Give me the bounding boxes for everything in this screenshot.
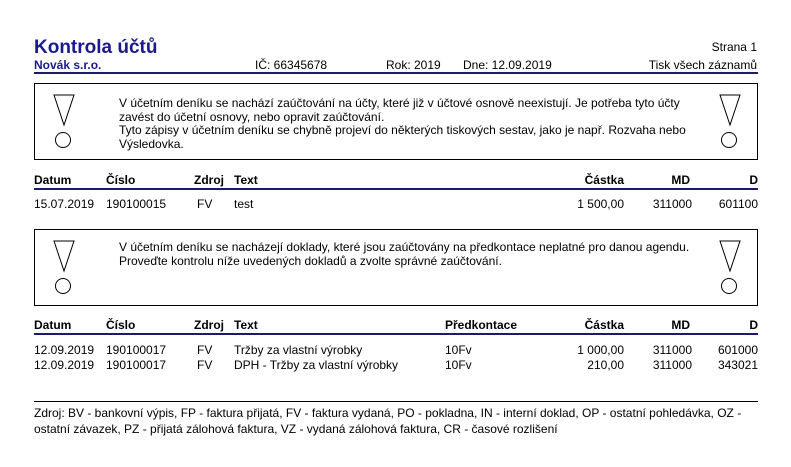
cell-datum: 12.09.2019 [34, 358, 95, 372]
cell-md: 311000 [652, 343, 692, 357]
col-zdroj: Zdroj [194, 173, 224, 187]
warning-line: zavést do účetní osnovy, nebo opravit zaúčtování. [119, 109, 385, 124]
legend-line: Zdroj: BV - bankovní výpis, FP - faktura přijatá, FV - faktura vydaná, PO - pokladna, IN - interní doklad, OP - ostatní pohledávka, OZ - [34, 406, 742, 420]
warning-box-1 [34, 83, 758, 160]
table-header-rule [34, 333, 758, 335]
cell-datum: 15.07.2019 [34, 197, 95, 211]
page-number: Strana 1 [711, 40, 757, 54]
cell-datum: 12.09.2019 [34, 343, 95, 357]
col-datum: Datum [34, 173, 72, 187]
cell-zdroj: FV [197, 197, 213, 211]
company-ic: IČ: 66345678 [255, 58, 328, 72]
cell-text: DPH - Tržby za vlastní výrobky [234, 358, 399, 372]
warning-triangle-icon [53, 240, 75, 272]
col-text: Text [234, 173, 258, 187]
col-text: Text [234, 318, 258, 332]
col-castka: Částka [584, 318, 624, 332]
cell-text: Tržby za vlastní výrobky [234, 343, 363, 357]
warning-text-1 [119, 97, 686, 151]
warning-triangle-icon [53, 94, 75, 126]
col-d: D [749, 318, 758, 332]
warning-line: Výsledovka. [119, 136, 184, 151]
col-d: D [749, 173, 758, 187]
cell-castka: 1 500,00 [577, 197, 624, 211]
cell-text: test [234, 197, 254, 211]
report-year: Rok: 2019 [386, 58, 441, 72]
warning-line: V účetním deníku se nacházejí doklady, které jsou zaúčtovány na předkontace neplatné pro danou agendu. [119, 240, 690, 254]
print-mode: Tisk všech záznamů [648, 58, 757, 72]
cell-d: 601100 [718, 197, 758, 211]
warning-line: V účetním deníku se nachází zaúčtování na účty, které již v účtové osnově neexistují. Je potřeba tyto účty [119, 96, 680, 110]
col-predkontace: Předkontace [445, 318, 518, 332]
warning-circle-icon [55, 278, 71, 294]
col-md: MD [671, 318, 690, 332]
header-rule [34, 72, 758, 74]
warning-triangle-icon [719, 240, 741, 272]
col-cislo: Číslo [106, 318, 136, 332]
warning-circle-icon [721, 132, 737, 148]
cell-cislo: 190100017 [106, 358, 167, 372]
company-name: Novák s.r.o. [34, 58, 102, 72]
cell-zdroj: FV [197, 358, 213, 372]
source-legend [34, 405, 758, 437]
cell-predkontace: 10Fv [445, 343, 472, 357]
col-castka: Částka [584, 173, 624, 187]
warning-line: Tyto zápisy v účetním deníku se chybně projeví do některých tiskových sestav, jako je např. Rozvaha nebo [119, 123, 686, 137]
col-datum: Datum [34, 318, 72, 332]
cell-cislo: 190100015 [106, 197, 167, 211]
table-header-rule [34, 188, 758, 190]
report-date: Dne: 12.09.2019 [463, 58, 552, 72]
report-title: Kontrola účtů [34, 37, 158, 58]
legend-line: ostatní závazek, PZ - přijatá zálohová faktura, VZ - vydaná zálohová faktura, CR - časové rozlišení [34, 422, 558, 436]
cell-predkontace: 10Fv [445, 358, 472, 372]
col-cislo: Číslo [106, 173, 136, 187]
warning-circle-icon [721, 278, 737, 294]
warning-text-2 [119, 241, 689, 268]
cell-zdroj: FV [197, 343, 213, 357]
warning-box-2 [34, 229, 758, 306]
cell-castka: 210,00 [587, 358, 624, 372]
col-zdroj: Zdroj [194, 318, 224, 332]
warning-triangle-icon [719, 94, 741, 126]
legend-rule [34, 401, 758, 402]
cell-cislo: 190100017 [106, 343, 167, 357]
warning-line: Proveďte kontrolu níže uvedených dokladů a zvolte správné zaúčtování. [119, 253, 502, 268]
cell-castka: 1 000,00 [577, 343, 624, 357]
col-md: MD [671, 173, 690, 187]
warning-circle-icon [55, 132, 71, 148]
cell-md: 311000 [652, 358, 692, 372]
cell-md: 311000 [652, 197, 692, 211]
cell-d: 343021 [717, 358, 758, 372]
cell-d: 601000 [717, 343, 758, 357]
